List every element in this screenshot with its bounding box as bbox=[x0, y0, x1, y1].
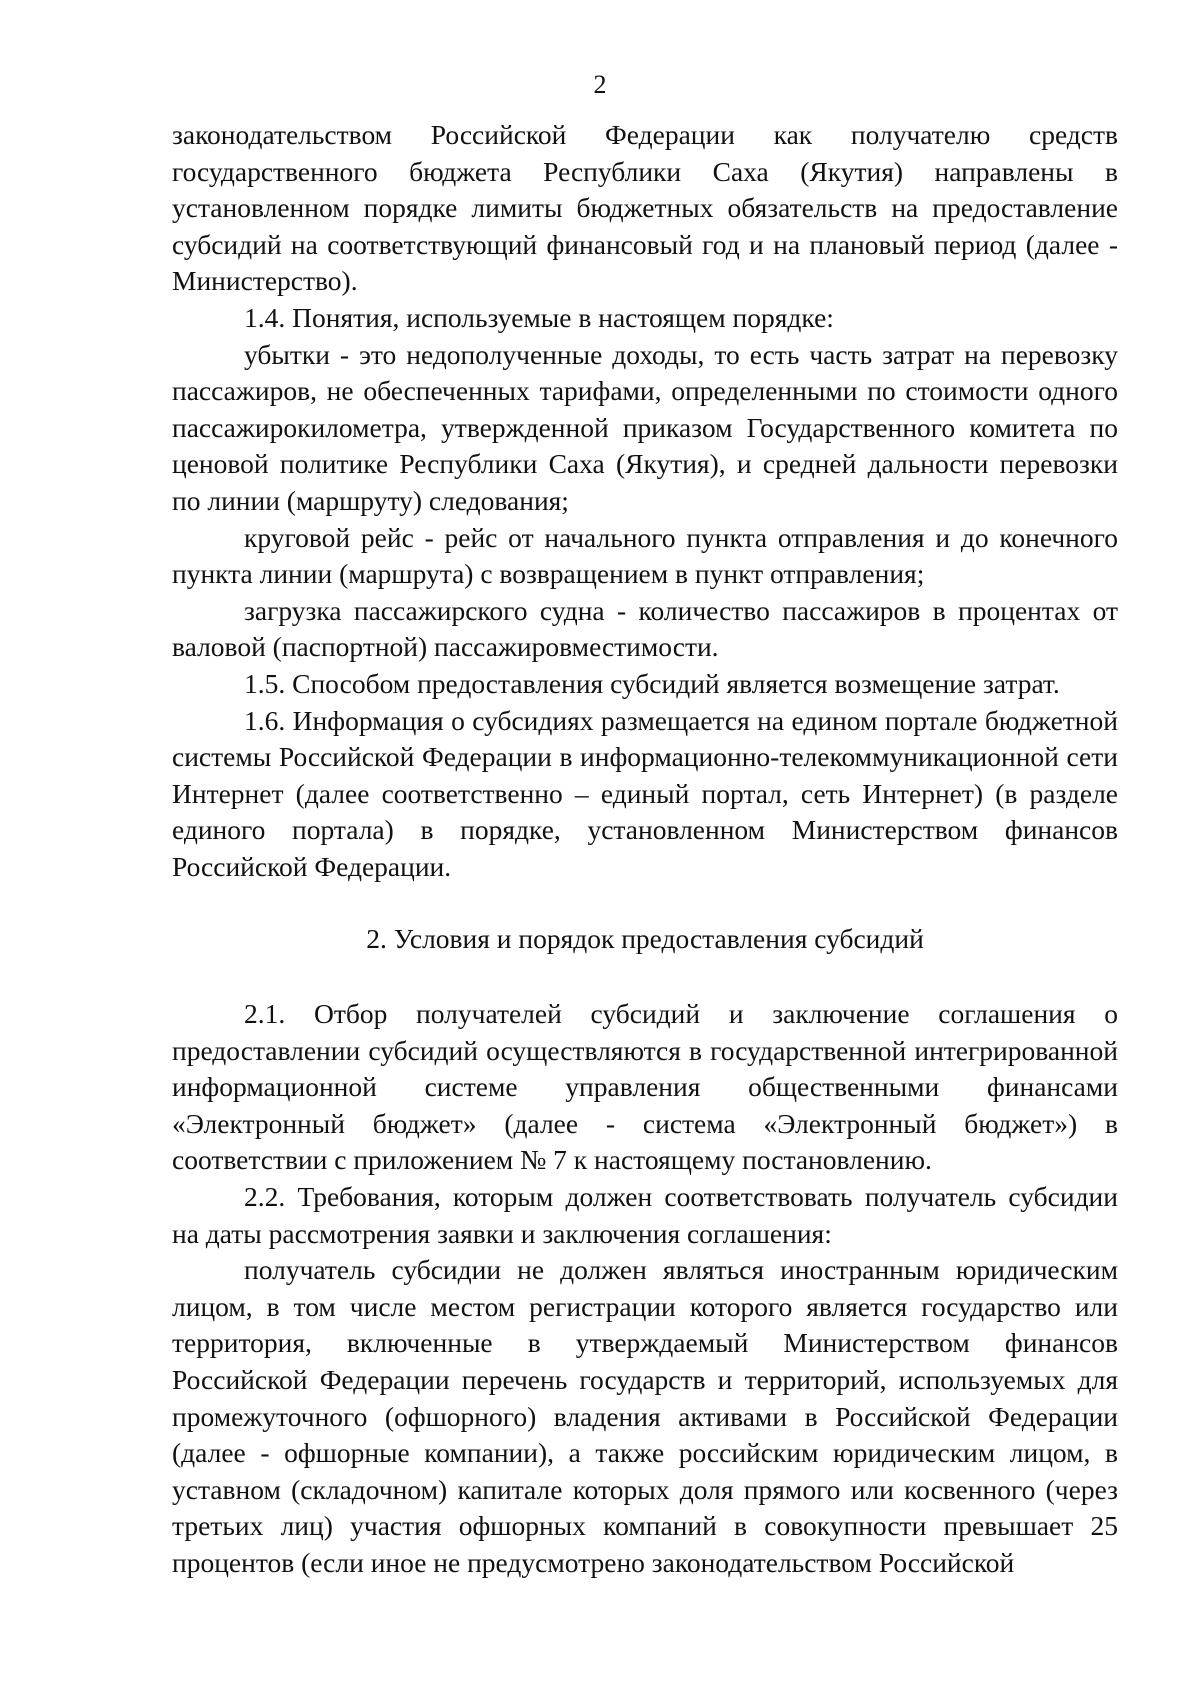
section-heading: 2. Условия и порядок предоставления субсидий bbox=[366, 923, 924, 955]
definition-vessel-load: загрузка пассажирского судна - количество пассажиров в процентах от валовой (паспортной) пассажировместимости. bbox=[172, 594, 1118, 663]
paragraph-1-5: 1.5. Способом предоставления субсидий является возмещение затрат. bbox=[244, 667, 1060, 699]
document-body bbox=[172, 117, 1118, 1582]
definition-round-trip: круговой рейс - рейс от начального пункта отправления и до конечного пункта линии (маршрута) с возвращением в пункт отправления; bbox=[172, 521, 1118, 590]
paragraph-1-4: 1.4. Понятия, используемые в настоящем порядке: bbox=[244, 301, 834, 333]
paragraph-2-1: 2.1. Отбор получателей субсидий и заключение соглашения о предоставлении субсидий осуществляются в государственной интегрированной информационной системе управления общественными финансами «Электронный бюджет» (далее - система «Электронный бюджет») в соответствии с приложением № 7 к настоящему постановлению. bbox=[172, 998, 1118, 1176]
page-number: 2 bbox=[593, 70, 607, 99]
paragraph-1-6: 1.6. Информация о субсидиях размещается на едином портале бюджетной системы Российской Федерации в информационно-телекоммуникационной сети Интернет (далее соответственно – единый портал, сеть Интернет) (в разделе единого портала) в порядке, установленном Министерством финансов Российской Федерации. bbox=[172, 704, 1118, 882]
paragraph-requirement-offshore: получатель субсидии не должен являться иностранным юридическим лицом, в том числе местом регистрации которого является государство или территория, включенные в утверждаемый Министерством финансов Российской Федерации перечень государств и территорий, используемых для промежуточного (офшорного) владения активами в Российской Федерации (далее - офшорные компании), а также российским юридическим лицом, в уставном (складочном) капитале которых доля прямого или косвенного (через третьих лиц) участия офшорных компаний в совокупности превышает 25 процентов (если иное не предусмотрено законодательством Российской bbox=[172, 1254, 1118, 1578]
paragraph-continuation: законодательством Российской Федерации как получателю средств государственного бюджета Республики Саха (Якутия) направлены в установленном порядке лимиты бюджетных обязательств на предоставление субсидий на соответствующий финансовый год и на плановый период (далее - Министерство). bbox=[172, 119, 1118, 297]
paragraph-2-2: 2.2. Требования, которым должен соответствовать получатель субсидии на даты рассмотрения заявки и заключения соглашения: bbox=[172, 1181, 1118, 1249]
definition-losses: убытки - это недополученные доходы, то есть часть затрат на перевозку пассажиров, не обеспеченных тарифами, определенными по стоимости одного пассажирокилометра, утвержденной приказом Государственного комитета по ценовой политике Республики Саха (Якутия), и средней дальности перевозки по линии (маршруту) следования; bbox=[172, 338, 1118, 516]
